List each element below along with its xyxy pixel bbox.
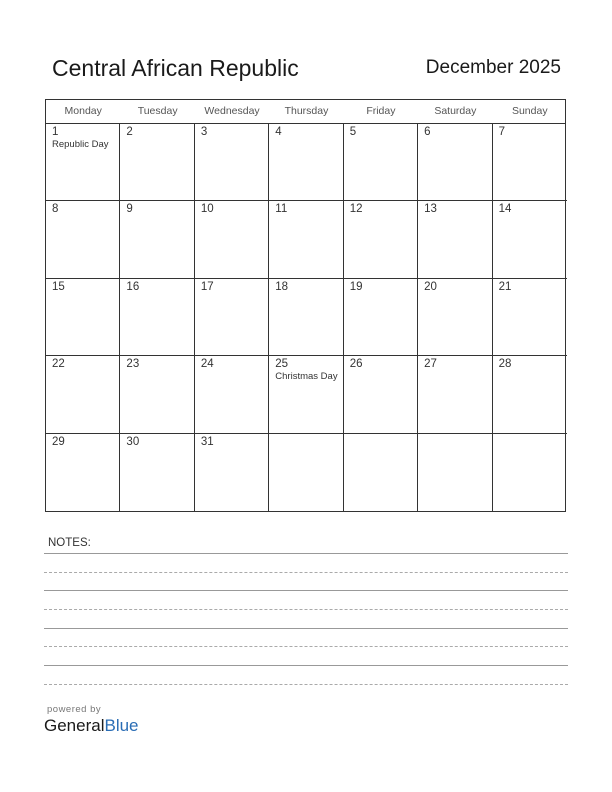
day-number: 19 [349, 280, 363, 293]
day-number: 11 [275, 203, 288, 216]
day-cell [120, 279, 194, 356]
generalblue-logo [44, 716, 139, 736]
notes-line [44, 684, 568, 685]
day-number: 12 [349, 203, 363, 216]
day-cell [195, 434, 269, 511]
day-number: 15 [52, 280, 65, 293]
day-cell [269, 279, 343, 356]
day-number: 10 [200, 203, 214, 216]
day-cell [344, 434, 418, 511]
calendar-grid [45, 99, 566, 512]
day-cell [195, 279, 269, 356]
notes-line [44, 572, 568, 573]
day-cell [195, 201, 269, 278]
day-number: 24 [200, 358, 214, 371]
day-cell [418, 434, 492, 511]
day-number: 13 [424, 203, 437, 216]
day-cell [46, 434, 120, 511]
day-number: 14 [498, 203, 512, 216]
day-number: 16 [126, 280, 140, 293]
day-number: 22 [52, 358, 65, 371]
day-cell [344, 356, 418, 433]
day-number: 20 [424, 280, 437, 293]
weekday-saturday: Saturday [434, 105, 477, 117]
weekday-friday: Friday [366, 105, 396, 117]
day-number: 29 [52, 435, 65, 448]
notes-line [44, 553, 568, 554]
day-number: 26 [349, 358, 363, 371]
day-number: 7 [498, 126, 505, 138]
powered-by-text: powered by [47, 704, 102, 715]
notes-label: NOTES: [48, 537, 91, 549]
day-number: 28 [498, 358, 512, 371]
day-cell [120, 124, 194, 201]
day-number: 2 [126, 126, 133, 138]
notes-line [44, 665, 568, 666]
day-cell [493, 279, 567, 356]
day-cell [418, 356, 492, 433]
calendar-title: Central African Republic [52, 55, 299, 81]
day-cell [493, 124, 567, 201]
notes-line [44, 628, 568, 629]
weekday-thursday: Thursday [284, 105, 329, 117]
day-cell [269, 124, 343, 201]
day-number: 5 [349, 126, 357, 138]
day-cell [418, 279, 492, 356]
day-cell [418, 201, 492, 278]
holiday-label: Christmas Day [275, 371, 338, 383]
weekday-tuesday: Tuesday [137, 105, 178, 117]
day-cell [46, 201, 120, 278]
brand-blue-text: Blue [104, 716, 139, 735]
day-cell [344, 279, 418, 356]
day-number: 21 [498, 280, 512, 293]
day-number: 9 [126, 203, 133, 216]
day-cell [120, 201, 194, 278]
day-cell [344, 124, 418, 201]
day-cell [195, 356, 269, 433]
day-cell [269, 201, 343, 278]
day-cell [344, 201, 418, 278]
notes-line [44, 646, 568, 647]
notes-line [44, 609, 568, 610]
day-cell [46, 124, 120, 201]
day-number: 3 [200, 126, 208, 138]
day-cell [120, 356, 194, 433]
day-cell [195, 124, 269, 201]
day-cell [493, 201, 567, 278]
day-cell [46, 279, 120, 356]
day-number: 8 [52, 203, 59, 216]
day-cell [120, 434, 194, 511]
day-cell [46, 356, 120, 433]
day-cell [269, 434, 343, 511]
holiday-label: Republic Day [52, 139, 109, 150]
calendar-month: December 2025 [425, 57, 561, 78]
day-cell [269, 356, 343, 433]
day-number: 23 [126, 358, 140, 371]
day-number: 25 [275, 358, 289, 371]
day-cell [418, 124, 492, 201]
day-number: 17 [200, 280, 214, 293]
day-number: 1 [52, 126, 59, 138]
calendar-body [46, 124, 565, 511]
notes-line [44, 590, 568, 591]
weekday-sunday: Sunday [511, 105, 548, 117]
day-cell [493, 434, 567, 511]
weekday-header-row [46, 100, 565, 124]
brand-general-text: General [44, 716, 105, 735]
weekday-monday: Monday [64, 105, 102, 117]
weekday-wednesday: Wednesday [204, 105, 260, 117]
day-number: 6 [424, 126, 431, 138]
day-number: 18 [275, 280, 289, 293]
day-number: 4 [275, 126, 282, 138]
day-cell [493, 356, 567, 433]
day-number: 31 [200, 435, 214, 448]
day-number: 27 [424, 358, 437, 371]
day-number: 30 [126, 435, 140, 448]
